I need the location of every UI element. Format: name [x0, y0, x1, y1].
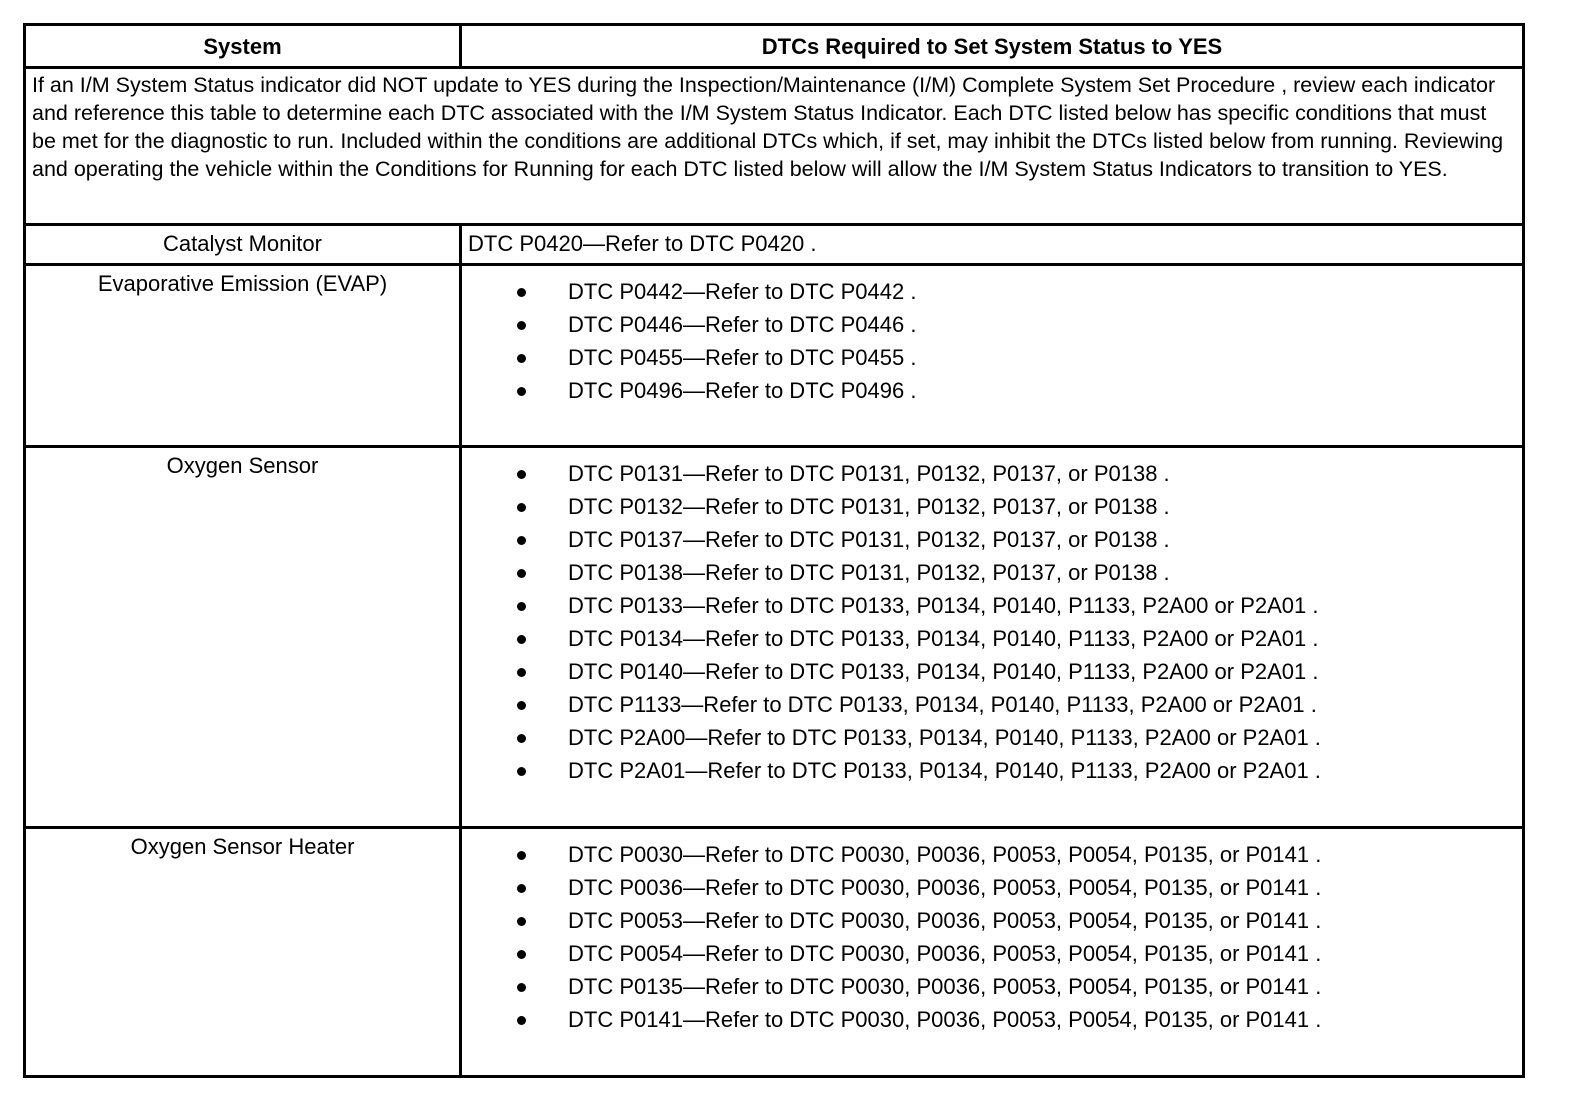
list-item: [462, 559, 1522, 592]
list-item: [462, 691, 1522, 724]
dtc-item: DTC P0054—Refer to DTC P0030, P0036, P0053, P0054, P0135, or P0141 .: [568, 941, 1322, 966]
dtc-cell: [462, 829, 1522, 1075]
bullet-icon: [517, 1016, 526, 1025]
dtc-item: DTC P0131—Refer to DTC P0131, P0132, P0137, or P0138 .: [568, 461, 1170, 486]
dtc-item: DTC P0137—Refer to DTC P0131, P0132, P0137, or P0138 .: [568, 527, 1170, 552]
bullet-icon: [517, 983, 526, 992]
table-row: [26, 826, 1522, 1075]
bullet-icon: [517, 668, 526, 677]
bullet-icon: [517, 950, 526, 959]
list-item: [462, 724, 1522, 757]
dtc-item: DTC P1133—Refer to DTC P0133, P0134, P0140, P1133, P2A00 or P2A01 .: [568, 692, 1317, 717]
table-row: [26, 223, 1522, 263]
dtc-item: DTC P2A01—Refer to DTC P0133, P0134, P0140, P1133, P2A00 or P2A01 .: [568, 758, 1321, 783]
header-dtcs: DTCs Required to Set System Status to YES: [761, 34, 1223, 59]
bullet-icon: [517, 569, 526, 578]
dtc-cell: [462, 266, 1522, 445]
dtc-item: DTC P0455—Refer to DTC P0455 .: [568, 345, 917, 370]
dtc-item: DTC P0141—Refer to DTC P0030, P0036, P0053, P0054, P0135, or P0141 .: [568, 1007, 1322, 1032]
list-item: [462, 526, 1522, 559]
dtc-list: [462, 829, 1522, 1039]
bullet-icon: [517, 767, 526, 776]
table-row: [26, 263, 1522, 445]
system-name: Catalyst Monitor: [26, 226, 462, 263]
dtc-item: DTC P0134—Refer to DTC P0133, P0134, P0140, P1133, P2A00 or P2A01 .: [568, 626, 1319, 651]
bullet-icon: [517, 734, 526, 743]
dtc-item: DTC P0030—Refer to DTC P0030, P0036, P0053, P0054, P0135, or P0141 .: [568, 842, 1322, 867]
bullet-icon: [517, 354, 526, 363]
bullet-icon: [517, 851, 526, 860]
dtc-item: DTC P2A00—Refer to DTC P0133, P0134, P0140, P1133, P2A00 or P2A01 .: [568, 725, 1321, 750]
dtc-item: DTC P0132—Refer to DTC P0131, P0132, P0137, or P0138 .: [568, 494, 1170, 519]
list-item: [462, 311, 1522, 344]
dtc-cell: [462, 448, 1522, 826]
list-item: [462, 658, 1522, 691]
list-item: [462, 1006, 1522, 1039]
list-item: [462, 493, 1522, 526]
dtc-item: DTC P0496—Refer to DTC P0496 .: [568, 378, 917, 403]
list-item: [462, 377, 1522, 410]
system-name: Oxygen Sensor Heater: [26, 829, 462, 1075]
bullet-icon: [517, 387, 526, 396]
list-item: [462, 625, 1522, 658]
system-name: Evaporative Emission (EVAP): [26, 266, 462, 445]
list-item: [462, 907, 1522, 940]
dtc-item: DTC P0420—Refer to DTC P0420 .: [468, 231, 817, 256]
bullet-icon: [517, 884, 526, 893]
bullet-icon: [517, 288, 526, 297]
intro-text: If an I/M System Status indicator did NOT update to YES during the Inspection/Maintenance (I/M) Complete System Set Procedure , review each indicator and reference this table to determine each DTC associated with the I/M System Status Indicator. Each DTC listed below has specific conditions that must be met for the diagnostic to run. Included within the conditions are additional DTCs which, if set, may inhibit the DTCs listed below from running. Reviewing and operating the vehicle within the Conditions for Running for each DTC listed below will allow the I/M System Status Indicators to transition to YES.: [32, 73, 1504, 181]
table-header-row: [26, 26, 1522, 66]
dtc-item: DTC P0036—Refer to DTC P0030, P0036, P0053, P0054, P0135, or P0141 .: [568, 875, 1322, 900]
dtc-item: DTC P0442—Refer to DTC P0442 .: [568, 279, 917, 304]
table-row: [26, 445, 1522, 826]
bullet-icon: [517, 635, 526, 644]
bullet-icon: [517, 503, 526, 512]
bullet-icon: [517, 470, 526, 479]
list-item: [462, 973, 1522, 1006]
list-item: [462, 278, 1522, 311]
bullet-icon: [517, 917, 526, 926]
header-system: System: [26, 26, 462, 66]
bullet-icon: [517, 536, 526, 545]
list-item: [462, 460, 1522, 493]
dtc-item: DTC P0133—Refer to DTC P0133, P0134, P0140, P1133, P2A00 or P2A01 .: [568, 593, 1319, 618]
list-item: [462, 841, 1522, 874]
list-item: [462, 757, 1522, 790]
bullet-icon: [517, 701, 526, 710]
dtc-item: DTC P0053—Refer to DTC P0030, P0036, P0053, P0054, P0135, or P0141 .: [568, 908, 1322, 933]
dtc-list: [462, 448, 1522, 790]
dtc-item: DTC P0446—Refer to DTC P0446 .: [568, 312, 917, 337]
dtc-list: [462, 266, 1522, 410]
bullet-icon: [517, 321, 526, 330]
dtc-table: [23, 23, 1525, 1078]
system-name: Oxygen Sensor: [26, 448, 462, 826]
list-item: [462, 940, 1522, 973]
bullet-icon: [517, 602, 526, 611]
list-item: [462, 874, 1522, 907]
list-item: [462, 592, 1522, 625]
list-item: [462, 344, 1522, 377]
dtc-item: DTC P0135—Refer to DTC P0030, P0036, P0053, P0054, P0135, or P0141 .: [568, 974, 1322, 999]
intro-row: [26, 66, 1522, 223]
dtc-item: DTC P0140—Refer to DTC P0133, P0134, P0140, P1133, P2A00 or P2A01 .: [568, 659, 1319, 684]
dtc-item: DTC P0138—Refer to DTC P0131, P0132, P0137, or P0138 .: [568, 560, 1170, 585]
